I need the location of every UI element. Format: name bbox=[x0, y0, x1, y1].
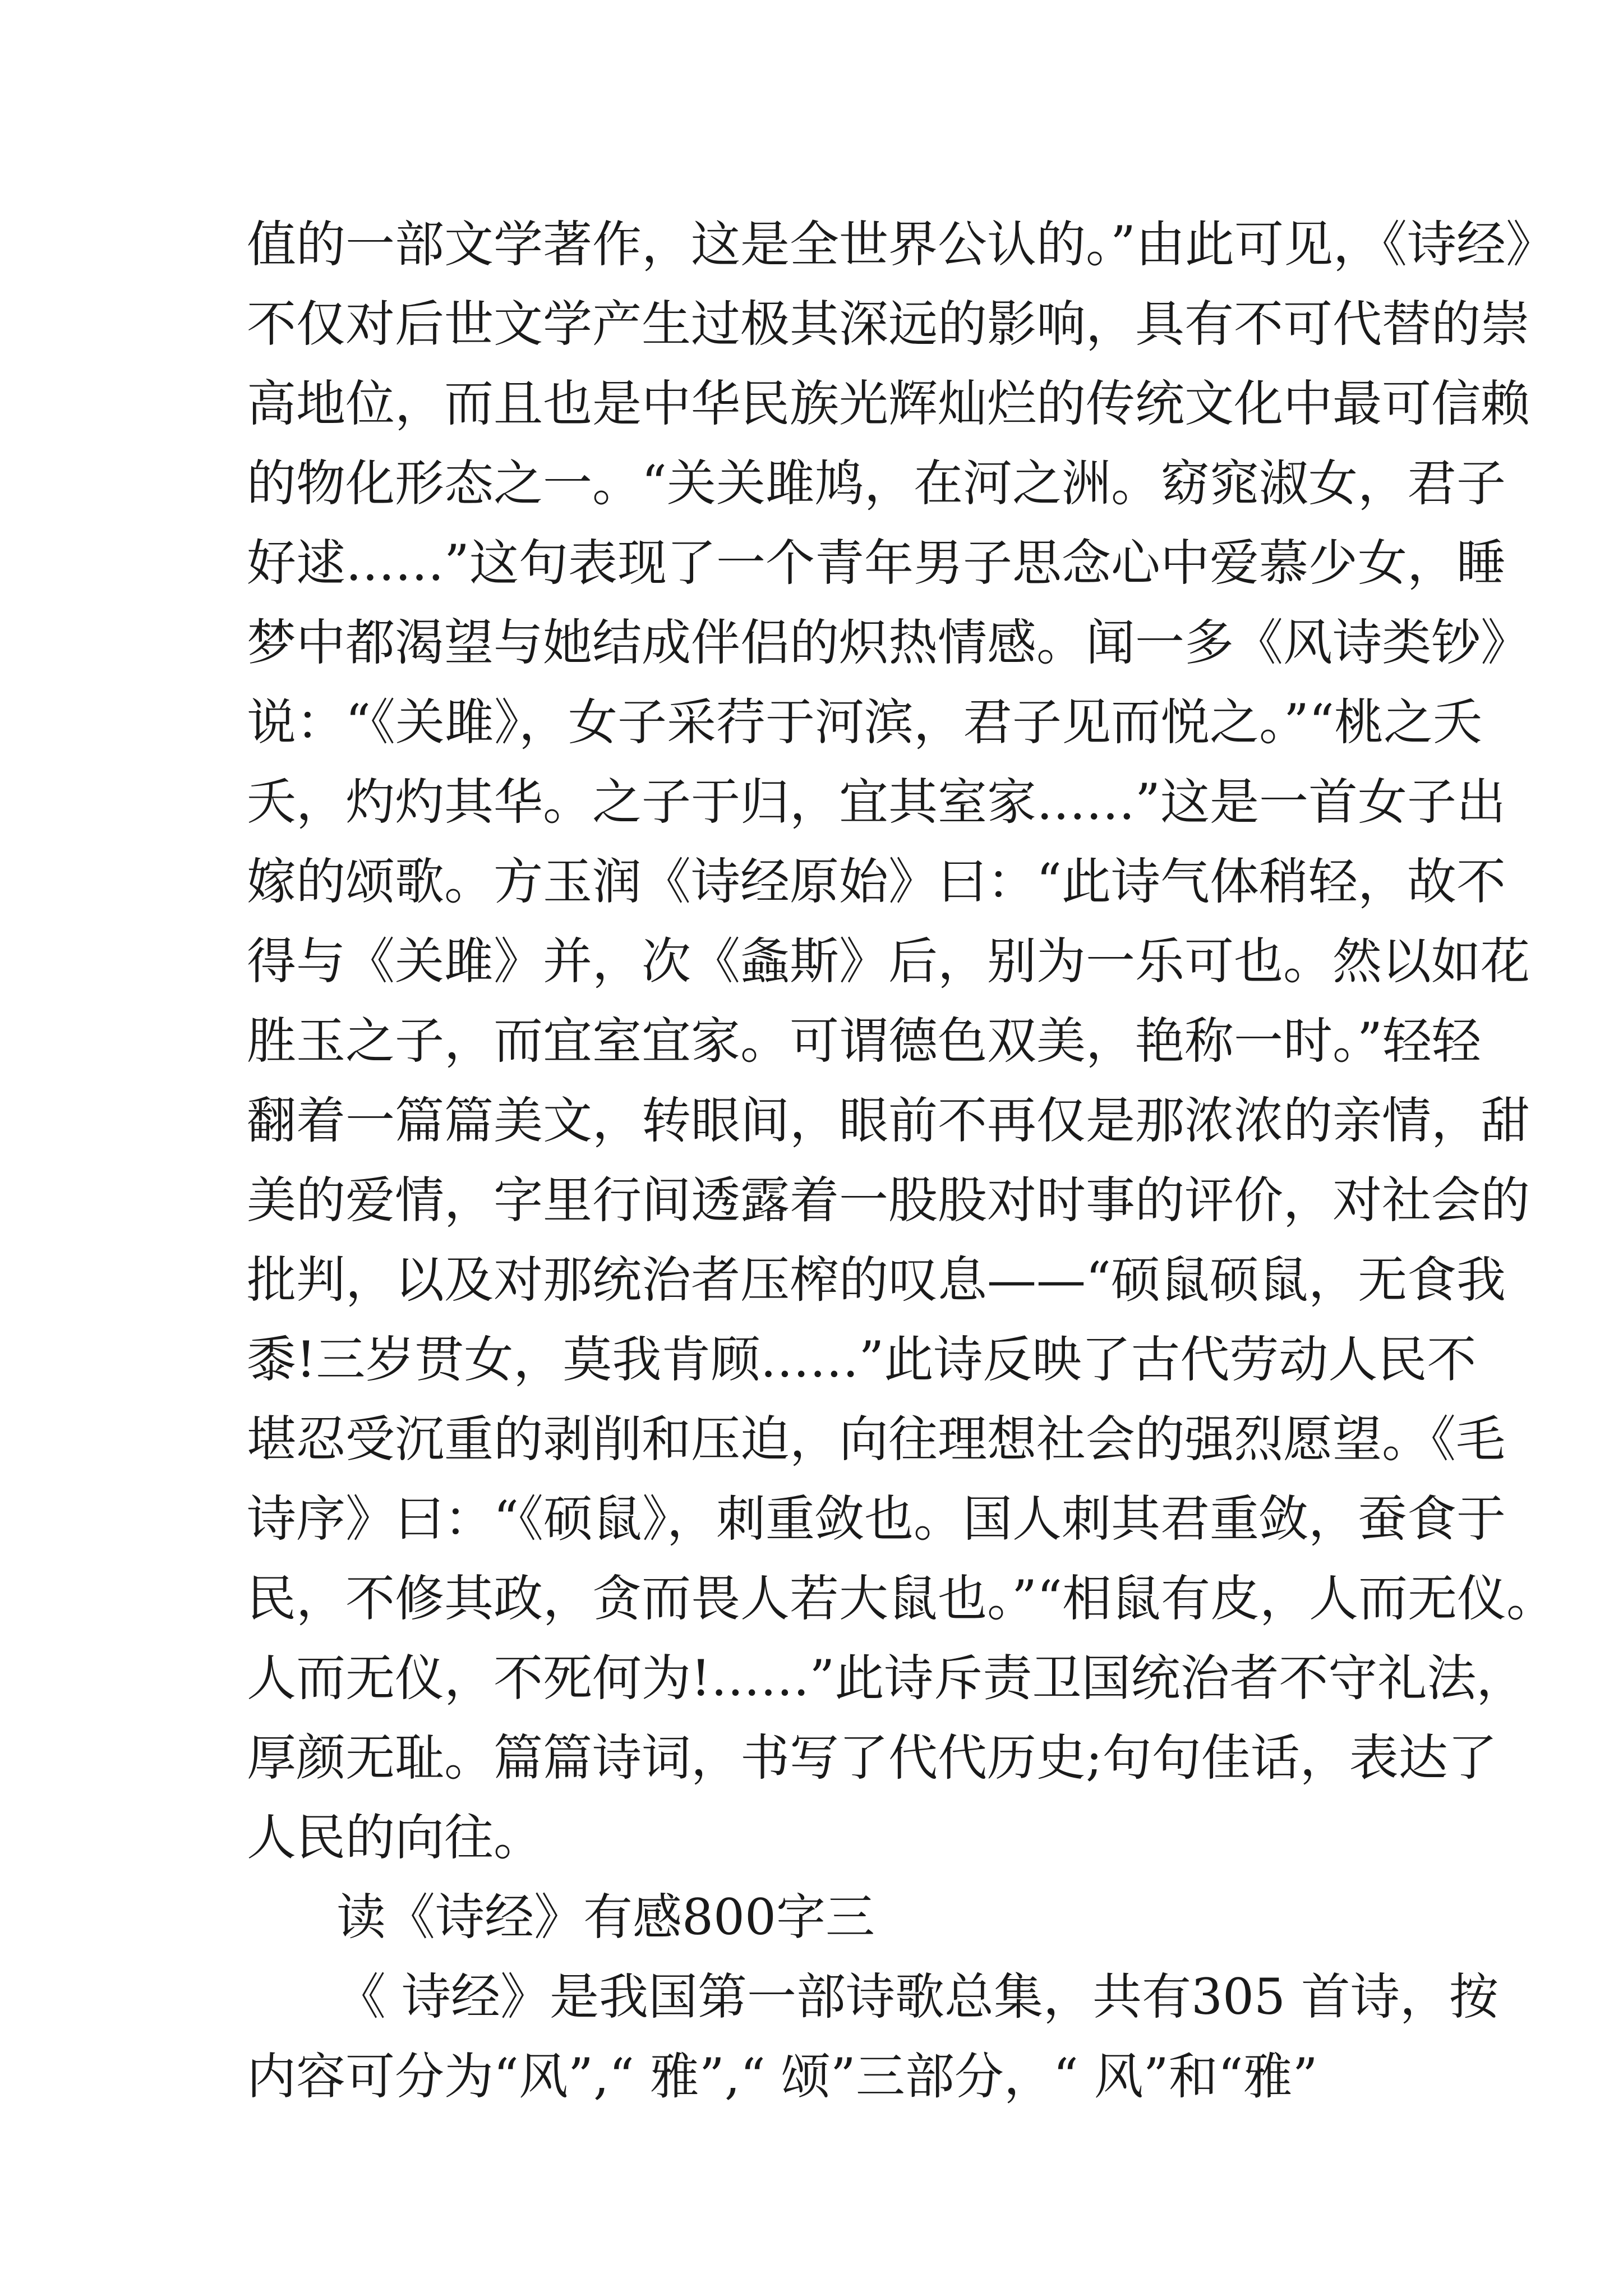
text-line: 说：“《关雎》，女子采荇于河滨，君子见而悦之。”“桃之夭 bbox=[247, 693, 1482, 751]
text-line: 的物化形态之一。“关关雎鸠，在河之洲。窈窕淑女，君子 bbox=[247, 454, 1506, 512]
text-line: 批判，以及对那统治者压榨的叹息——“硕鼠硕鼠，无食我 bbox=[247, 1251, 1506, 1309]
text-line: 民，不修其政，贪而畏人若大鼠也。”“相鼠有皮，人而无仪。 bbox=[247, 1570, 1556, 1627]
section-heading: 读《诗经》有感800字三 bbox=[336, 1888, 875, 1946]
text-line: 高地位，而且也是中华民族光辉灿烂的传统文化中最可信赖 bbox=[247, 375, 1530, 432]
text-line: 诗序》曰：“《硕鼠》，刺重敛也。国人刺其君重敛，蚕食于 bbox=[247, 1490, 1506, 1548]
text-line: 得与《关雎》并，次《螽斯》后，别为一乐可也。然以如花 bbox=[247, 932, 1530, 990]
text-line: 不仅对后世文学产生过极其深远的影响，具有不可代替的崇 bbox=[247, 295, 1530, 353]
text-line: 夭，灼灼其华。之子于归，宜其室家……”这是一首女子出 bbox=[247, 773, 1506, 831]
text-line: 黍!三岁贯女，莫我肯顾……”此诗反映了古代劳动人民不 bbox=[247, 1331, 1477, 1388]
text-line: 厚颜无耻。篇篇诗词，书写了代代历史;句句佳话，表达了 bbox=[247, 1729, 1497, 1787]
text-line: 人民的向往。 bbox=[247, 1809, 543, 1866]
text-line: 嫁的颂歌。方玉润《诗经原始》曰：“此诗气体稍轻，故不 bbox=[247, 853, 1506, 910]
text-line: 翻着一篇篇美文，转眼间，眼前不再仅是那浓浓的亲情，甜 bbox=[247, 1092, 1530, 1149]
text-line: 胜玉之子，而宜室宜家。可谓德色双美，艳称一时。”轻轻 bbox=[247, 1012, 1481, 1070]
text-line: 内容可分为“风”,“ 雅”,“ 颂”三部分，“ 风”和“雅” bbox=[247, 2047, 1318, 2105]
text-line: 堪忍受沉重的剥削和压迫，向往理想社会的强烈愿望。《毛 bbox=[247, 1410, 1506, 1468]
text-line: 《 诗经》是我国第一部诗歌总集，共有305 首诗，按 bbox=[336, 1968, 1498, 2026]
text-line: 值的一部文学著作，这是全世界公认的。”由此可见，《诗经》 bbox=[247, 215, 1555, 273]
text-line: 梦中都渴望与她结成伴侣的炽热情感。闻一多《风诗类钞》 bbox=[247, 614, 1530, 671]
document-body bbox=[247, 205, 1556, 2116]
text-line: 好逑……”这句表现了一个青年男子思念心中爱慕少女，睡 bbox=[247, 534, 1506, 592]
text-line: 美的爱情，字里行间透露着一股股对时事的评价，对社会的 bbox=[247, 1171, 1530, 1229]
text-line: 人而无仪，不死何为!……”此诗斥责卫国统治者不守礼法， bbox=[247, 1649, 1526, 1707]
